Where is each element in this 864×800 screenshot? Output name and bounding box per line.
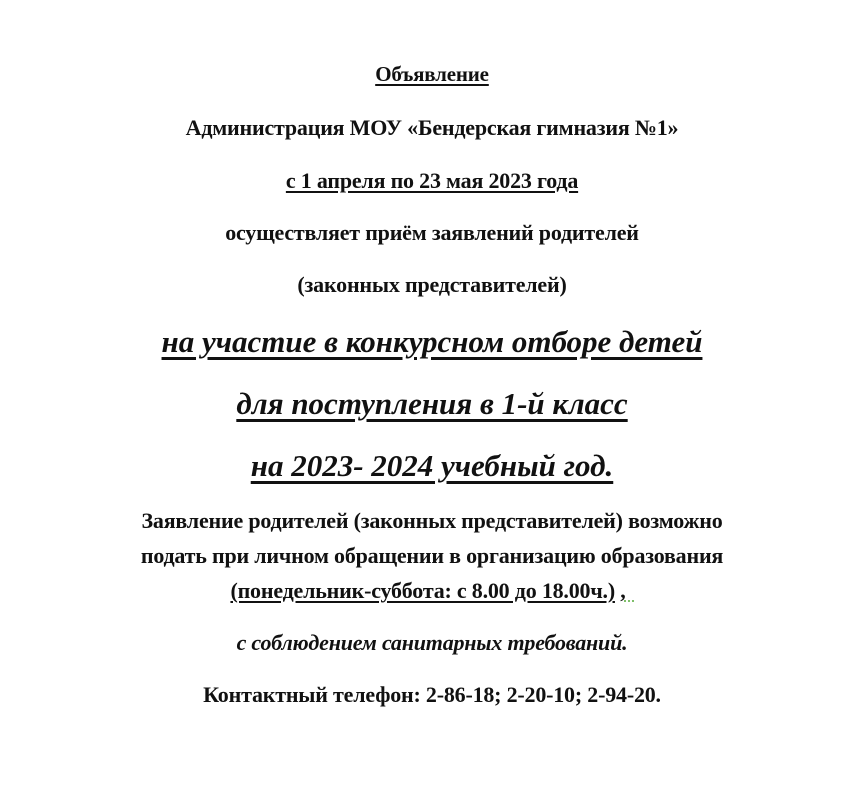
spellcheck-mark-icon bbox=[624, 596, 634, 602]
purpose-text-3: на 2023- 2024 учебный год. bbox=[250, 448, 614, 483]
office-hours-line bbox=[0, 578, 864, 604]
purpose-line-1 bbox=[0, 324, 864, 360]
submission-line-1: Заявление родителей (законных представителей) возможно bbox=[141, 508, 723, 533]
date-range-line bbox=[0, 168, 864, 194]
office-hours-text: (понедельник-суббота: с 8.00 до 18.00ч.) bbox=[230, 578, 615, 603]
purpose-line-2 bbox=[0, 386, 864, 422]
administration-line: Администрация МОУ «Бендерская гимназия №1» bbox=[185, 115, 679, 140]
announcement-title bbox=[0, 62, 864, 87]
sanitary-requirements-line: с соблюдением санитарных требований. bbox=[236, 630, 628, 655]
contact-phone-line: Контактный телефон: 2-86-18; 2-20-10; 2-94-20. bbox=[203, 682, 661, 707]
date-range-text: с 1 апреля по 23 мая 2023 года bbox=[285, 168, 579, 193]
purpose-text-1: на участие в конкурсном отборе детей bbox=[161, 324, 703, 359]
office-hours-suffix: , bbox=[614, 578, 626, 603]
representatives-line: (законных представителей) bbox=[297, 272, 567, 297]
purpose-line-3 bbox=[0, 448, 864, 484]
submission-line-2: подать при личном обращении в организацию образования bbox=[140, 543, 724, 568]
purpose-text-2: для поступления в 1-й класс bbox=[236, 386, 628, 421]
action-line: осуществляет приём заявлений родителей bbox=[225, 220, 639, 245]
title-text: Объявление bbox=[375, 62, 489, 86]
